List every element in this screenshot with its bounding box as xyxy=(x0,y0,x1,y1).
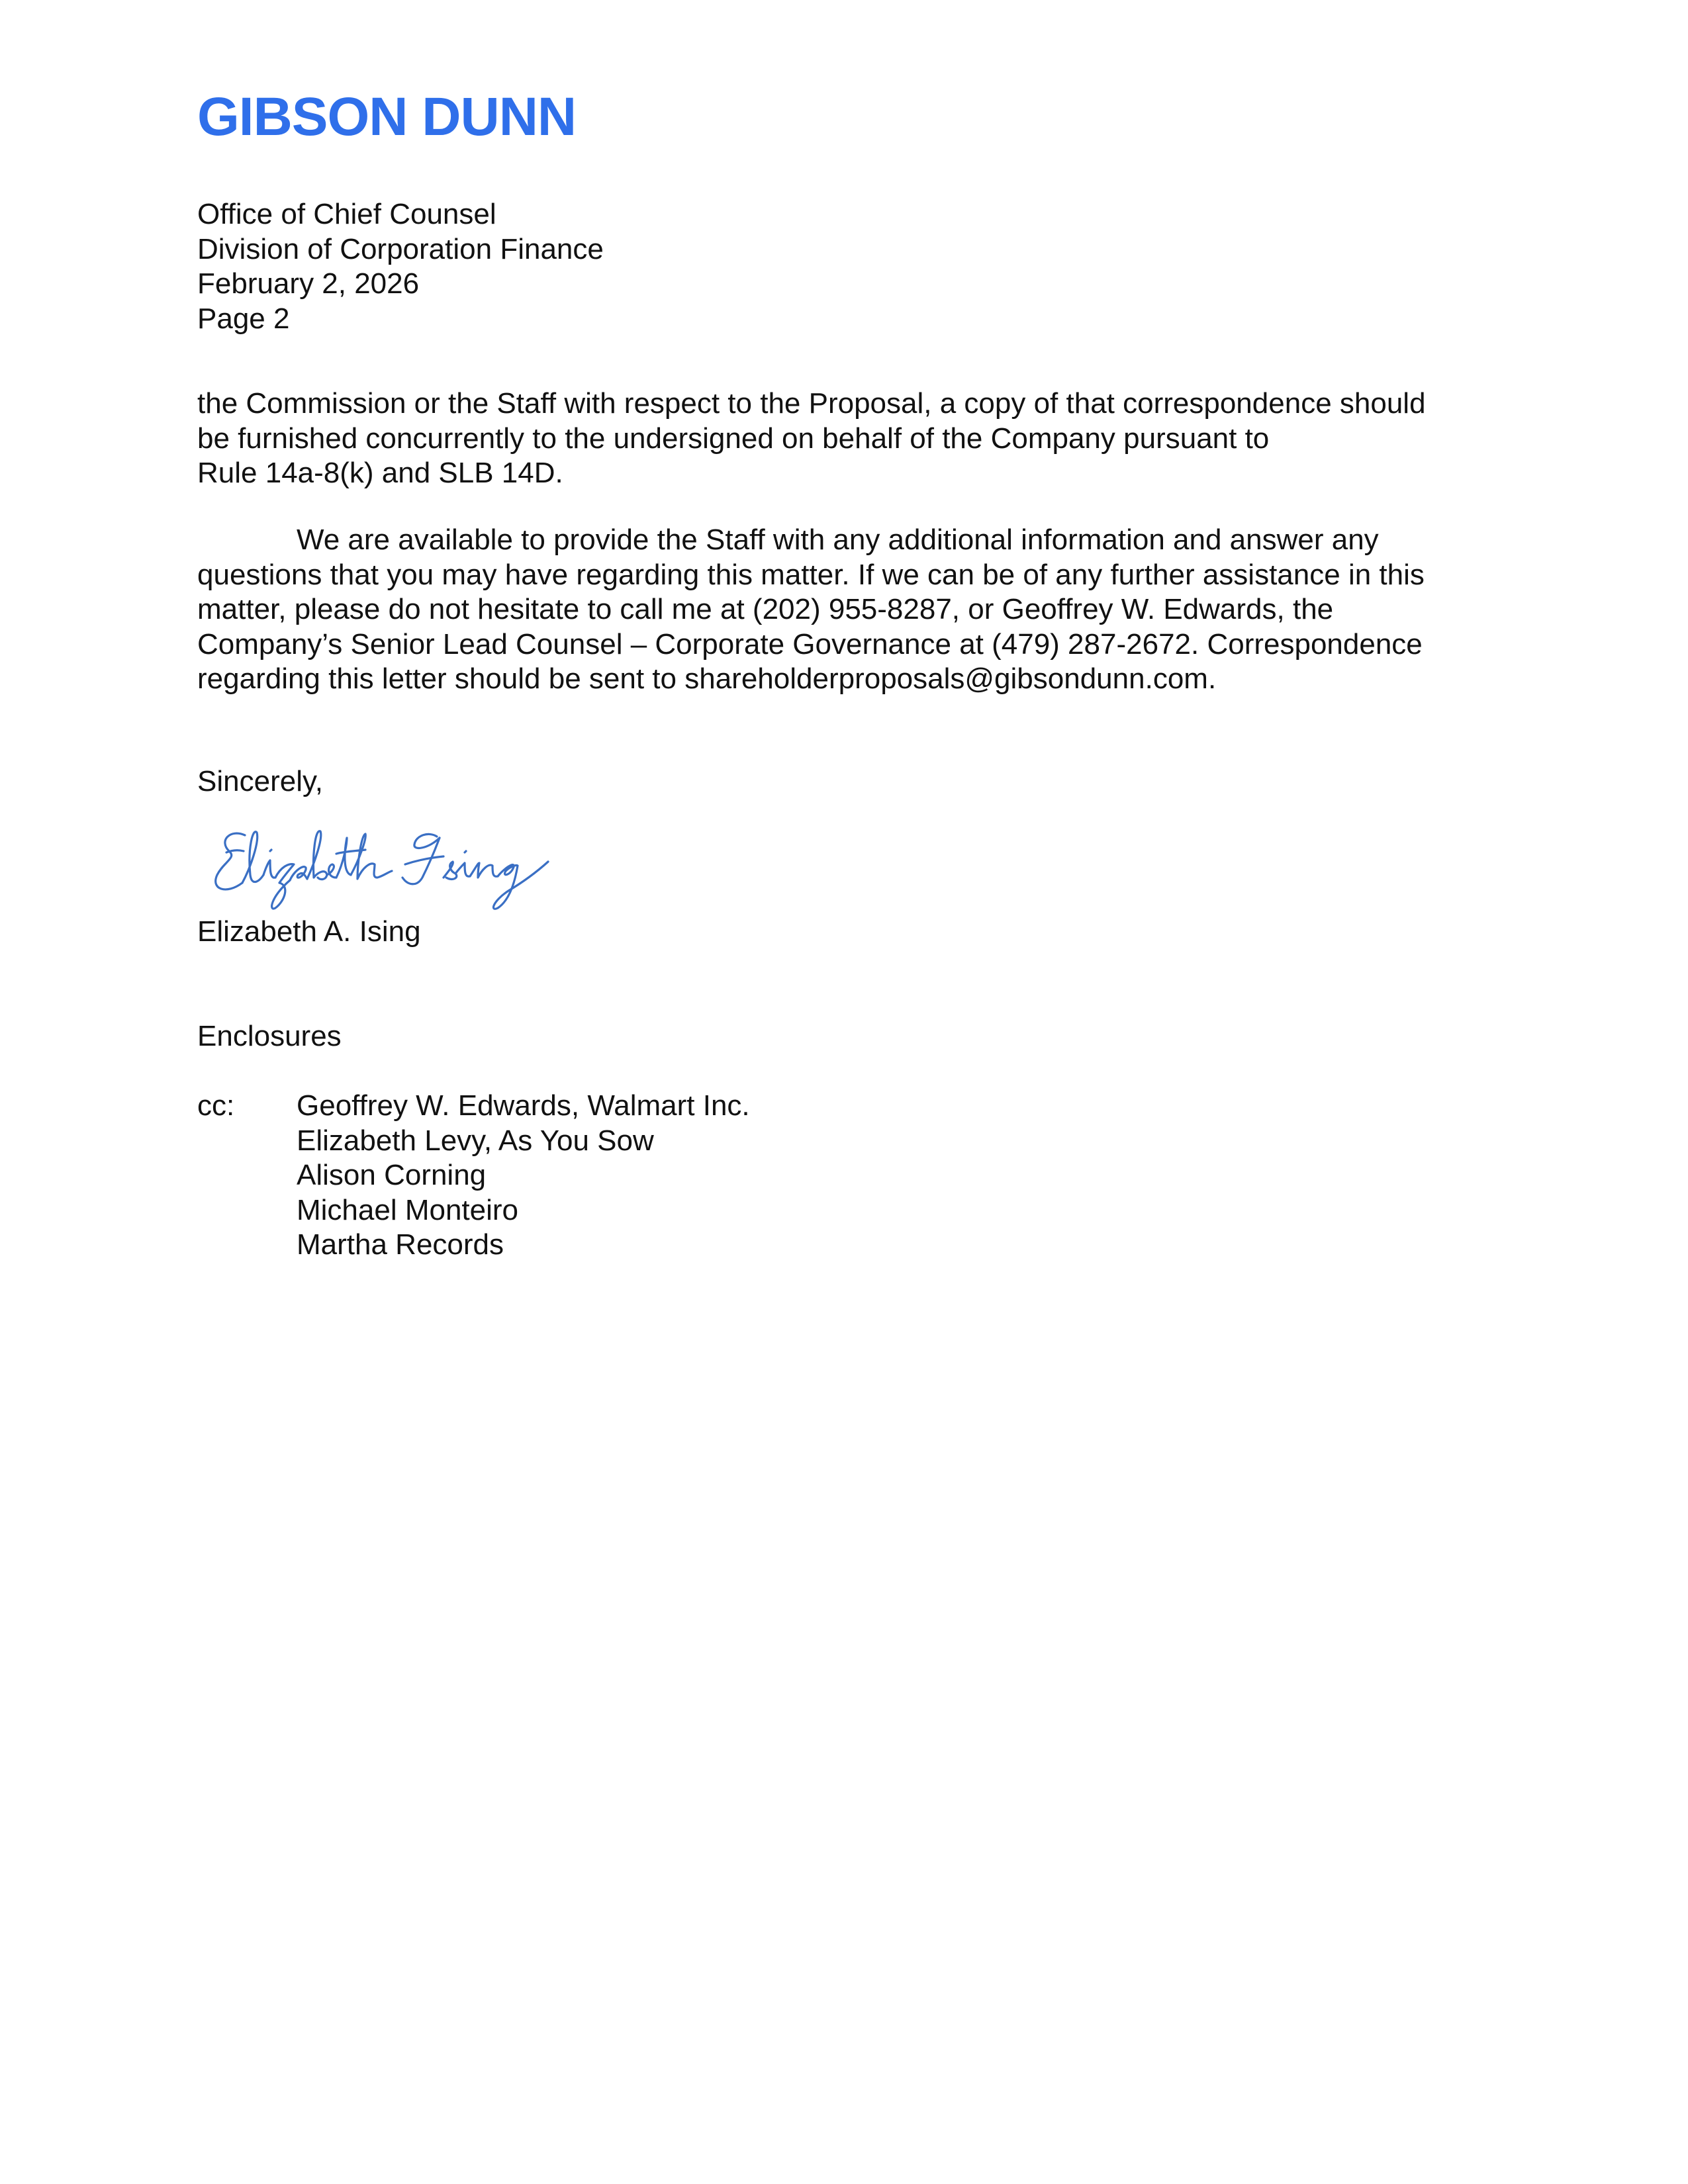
enclosures-note: Enclosures xyxy=(197,1020,342,1052)
cc-recipient: Alison Corning xyxy=(297,1159,487,1191)
body-paragraph-1 xyxy=(197,387,1488,491)
cc-recipient: Michael Monteiro xyxy=(297,1193,519,1226)
paragraph-line: questions that you may have regarding this matter. If we can be of any further assistance in this xyxy=(197,558,1425,591)
cc-recipient: Elizabeth Levy, As You Sow xyxy=(297,1124,654,1157)
letter-header xyxy=(197,197,604,336)
cc-label: cc: xyxy=(197,1089,235,1122)
paragraph-line: Company’s Senior Lead Counsel – Corporate Governance at (479) 287-2672. Correspondence xyxy=(197,627,1423,660)
letter-date: February 2, 2026 xyxy=(197,267,420,300)
signer-name: Elizabeth A. Ising xyxy=(197,915,421,948)
body-paragraph-2 xyxy=(197,523,1488,697)
paragraph-line: matter, please do not hesitate to call me at (202) 955-8287, or Geoffrey W. Edwards, the xyxy=(197,593,1334,625)
cc-list xyxy=(297,1089,750,1263)
paragraph-line: Rule 14a-8(k) and SLB 14D. xyxy=(197,457,563,489)
paragraph-line: the Commission or the Staff with respect to the Proposal, a copy of that correspondence should xyxy=(197,387,1426,420)
page-number: Page 2 xyxy=(197,302,290,335)
cc-recipient: Martha Records xyxy=(297,1228,504,1261)
firm-logo: GIBSON DUNN xyxy=(197,87,577,147)
handwritten-signature xyxy=(204,809,575,915)
closing-salutation: Sincerely, xyxy=(197,765,323,797)
cc-recipient: Geoffrey W. Edwards, Walmart Inc. xyxy=(297,1089,750,1122)
recipient-division: Division of Corporation Finance xyxy=(197,232,604,265)
paragraph-line: regarding this letter should be sent to shareholderproposals@gibsondunn.com. xyxy=(197,662,1217,695)
recipient-office: Office of Chief Counsel xyxy=(197,198,496,230)
paragraph-line: We are available to provide the Staff with any additional information and answer any xyxy=(297,523,1379,556)
paragraph-line: be furnished concurrently to the undersigned on behalf of the Company pursuant to xyxy=(197,422,1270,455)
